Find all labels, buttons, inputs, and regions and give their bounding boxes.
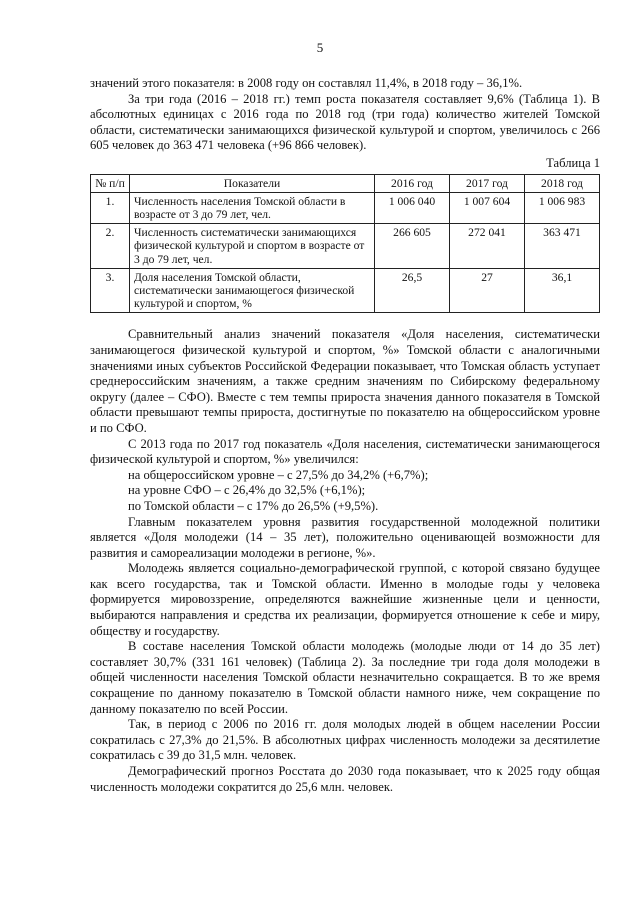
table-cell: 36,1 bbox=[525, 268, 600, 313]
list-item: на общероссийском уровне – с 27,5% до 34,2% (+6,7%); bbox=[128, 467, 429, 482]
paragraph: В составе населения Томской области молодежь (молодые люди от 14 до 35 лет) составляет 30,7% (331 161 человек) (Таблица 2). За последние три года доля молодежи в общей численности населения Томской области незначительно сокращается. В то же время сокращение по данному показателю в Томской области намного ниже, чем сокращение по данному показателю по всей России. bbox=[90, 639, 600, 716]
paragraph: Молодежь является социально-демографической группой, с которой связано будущее как всего государства, так и Томской области. Именно в молодые годы у человека формируется мировоззрение, определяются важнейшие жизненные цели и ценности, выбираются направления и средства их реализации, формируется отношение к себе и миру, обществу и государству. bbox=[90, 561, 600, 638]
column-header: № п/п bbox=[91, 174, 130, 192]
table-caption: Таблица 1 bbox=[546, 155, 600, 170]
table-cell: 27 bbox=[450, 268, 525, 313]
table-cell: 363 471 bbox=[525, 224, 600, 269]
column-header: 2018 год bbox=[525, 174, 600, 192]
table-cell: 266 605 bbox=[375, 224, 450, 269]
list-item: по Томской области – с 17% до 26,5% (+9,5%). bbox=[128, 498, 379, 513]
table-cell: 1 006 040 bbox=[375, 192, 450, 223]
table-cell: 3. bbox=[91, 268, 130, 313]
table-row bbox=[91, 192, 600, 223]
paragraph: Демографический прогноз Росстата до 2030 года показывает, что к 2025 году общая численность молодежи сократится до 25,6 млн. человек. bbox=[90, 764, 600, 794]
table-row bbox=[91, 268, 600, 313]
column-header: Показатели bbox=[130, 174, 375, 192]
table-header-row bbox=[91, 174, 600, 192]
table-cell: Доля населения Томской области, систематически занимающегося физической культурой и спортом, % bbox=[130, 268, 375, 313]
column-header: 2017 год bbox=[450, 174, 525, 192]
paragraph: С 2013 года по 2017 год показатель «Доля населения, систематически занимающегося физической культурой и спортом, %» увеличился: bbox=[90, 436, 600, 467]
table-cell: Численность населения Томской области в возрасте от 3 до 79 лет, чел. bbox=[130, 192, 375, 223]
table-row bbox=[91, 224, 600, 269]
table-cell: 1. bbox=[91, 192, 130, 223]
paragraph: Так, в период с 2006 по 2016 гг. доля молодых людей в общем населении России сократилась с 27,3% до 21,5%. В абсолютных цифрах численность молодежи за десятилетие сократилась с 39 до 31,5 млн. человек. bbox=[90, 717, 600, 763]
table-cell: 1 006 983 bbox=[525, 192, 600, 223]
paragraph: За три года (2016 – 2018 гг.) темп роста показателя составляет 9,6% (Таблица 1). В абсолютных единицах с 2016 года по 2018 год (три года) количество жителей Томской области, систематически занимающихся физической культурой и спортом, увеличилось с 266 605 человек до 363 471 человека (+96 866 человек). bbox=[90, 91, 600, 153]
table-cell: 272 041 bbox=[450, 224, 525, 269]
paragraph: Главным показателем уровня развития государственной молодежной политики является «Доля молодежи (14 – 35 лет), положительно оценивающей возможности для развития и самореализации молодежи в регионе, %». bbox=[90, 514, 600, 560]
table-cell: 2. bbox=[91, 224, 130, 269]
paragraph: Сравнительный анализ значений показателя «Доля населения, систематически занимающегося физической культурой и спортом, %» Томской области с аналогичными значениями иных субъектов Российской Федерации показывает, что Томская область уступает среднероссийским значениям, а также средним значениям по Сибирскому федеральному округу (далее – СФО). Вместе с тем темпы прироста значения данного показателя в Томской области превышают темпы прироста, достигнутые по показателю на общероссийском уровне и по СФО. bbox=[90, 327, 600, 435]
page-number: 5 bbox=[316, 40, 324, 55]
table-cell: 26,5 bbox=[375, 268, 450, 313]
list-item: на уровне СФО – с 26,4% до 32,5% (+6,1%); bbox=[128, 483, 366, 498]
data-table bbox=[90, 174, 600, 314]
document-body bbox=[90, 76, 600, 795]
table-cell: Численность систематически занимающихся физической культурой и спортом в возрасте от 3 до 79 лет, чел. bbox=[130, 224, 375, 269]
column-header: 2016 год bbox=[375, 174, 450, 192]
table-cell: 1 007 604 bbox=[450, 192, 525, 223]
paragraph: значений этого показателя: в 2008 году он составлял 11,4%, в 2018 году – 36,1%. bbox=[90, 76, 523, 90]
